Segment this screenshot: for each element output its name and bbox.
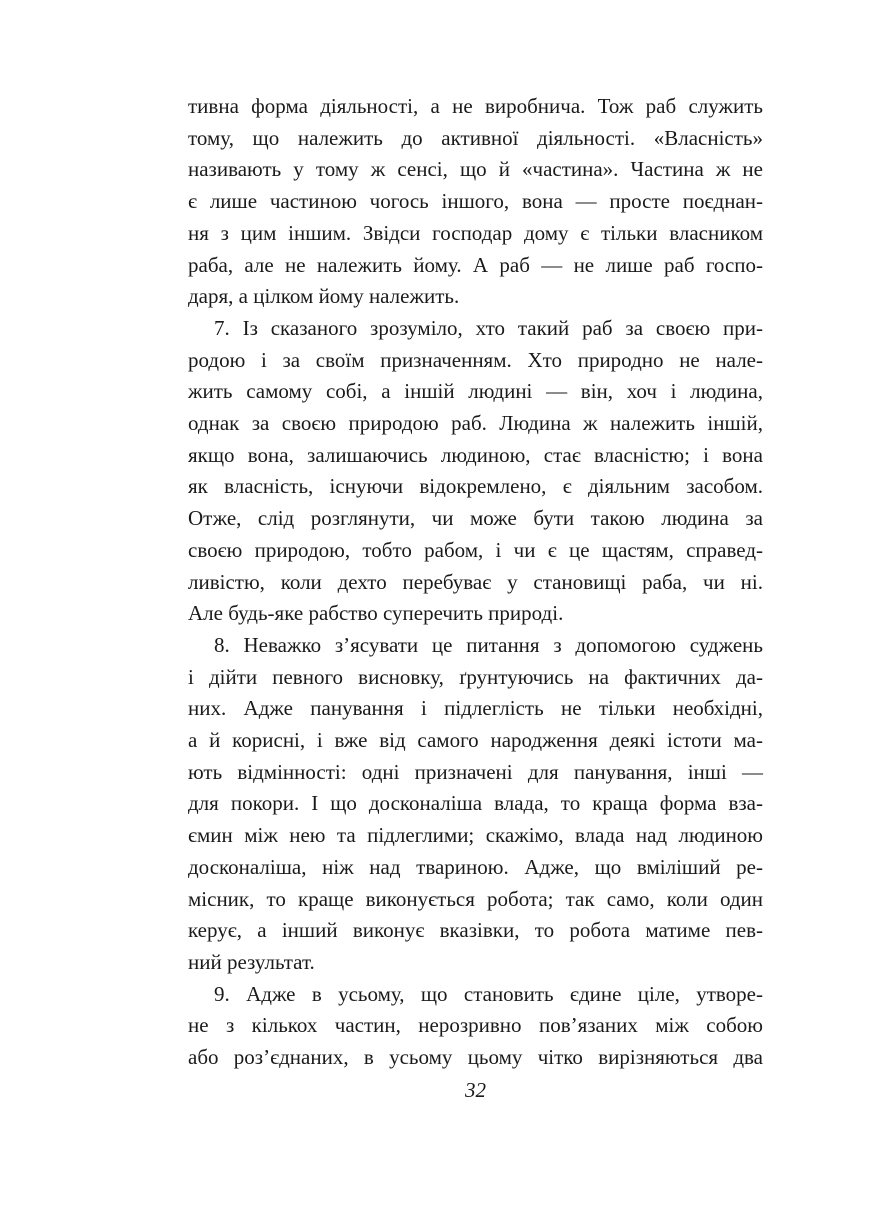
text-line: однак за своєю природою раб. Людина ж належить іншій, [188, 411, 763, 436]
text-line: ня з цим іншим. Звідси господар дому є тільки власником [188, 220, 763, 245]
text-line: даря, а цілком йому належить. [188, 284, 460, 309]
text-line: 9. Адже в усьому, що становить єдине ціле, утворе- [214, 981, 763, 1006]
text-line: як власність, існуючи відокремлено, є діяльним засобом. [188, 474, 763, 499]
text-line: називають у тому ж сенсі, що й «частина». Частина ж не [188, 157, 763, 182]
paragraph [188, 313, 763, 630]
text-line: тивна форма діяльності, а не виробнича. Тож раб служить [188, 94, 763, 118]
text-line: родою і за своїм призначенням. Хто природно не нале- [188, 347, 763, 372]
text-line: є лише частиною чогось іншого, вона — просте поєднан- [188, 189, 763, 214]
paragraph [188, 630, 763, 979]
text-line: ливістю, коли дехто перебуває у становищі раба, чи ні. [188, 569, 763, 594]
text-line: досконаліша, ніж над твариною. Адже, що вміліший ре- [188, 854, 763, 879]
text-line: Отже, слід розглянути, чи може бути такою людина за [188, 506, 763, 531]
text-line: Але будь-яке рабство суперечить природі. [188, 601, 564, 626]
text-line: раба, але не належить йому. А раб — не лише раб госпо- [188, 252, 763, 277]
paragraph [188, 979, 763, 1074]
text-line: керує, а інший виконує вказівки, то робота матиме пев- [188, 918, 763, 943]
text-line: тому, що належить до активної діяльності. «Власність» [188, 125, 763, 150]
text-line: для покори. І що досконаліша влада, то краща форма вза- [188, 791, 763, 816]
page-text [188, 91, 763, 1074]
text-line: ємин між нею та підлеглими; скажімо, влада над людиною [188, 823, 763, 848]
text-line: або роз’єднаних, в усьому цьому чітко вирізняються два [188, 1045, 763, 1070]
text-line: 8. Неважко з’ясувати це питання з допомогою суджень [214, 632, 763, 657]
text-line: ють відмінності: одні призначені для панування, інші — [188, 759, 763, 784]
text-line: ний результат. [188, 949, 315, 974]
text-line: них. Адже панування і підлеглість не тільки необхідні, [188, 696, 763, 721]
text-line: 7. Із сказаного зрозуміло, хто такий раб за своєю при- [214, 315, 763, 340]
text-line: місник, то краще виконується робота; так само, коли один [188, 886, 763, 911]
text-line: своєю природою, тобто рабом, і чи є це щастям, справед- [188, 537, 763, 562]
paragraph [188, 91, 763, 313]
text-line: жить самому собі, а іншій людині — він, хоч і людина, [188, 379, 763, 404]
text-line: не з кількох частин, нерозривно пов’язаних між собою [188, 1013, 763, 1038]
page-number: 32 [465, 1078, 486, 1102]
text-line: і дійти певного висновку, ґрунтуючись на фактичних да- [188, 664, 763, 689]
text-line: а й корисні, і вже від самого народження деякі істоти ма- [188, 728, 763, 753]
text-line: якщо вона, залишаючись людиною, стає власністю; і вона [188, 442, 763, 467]
